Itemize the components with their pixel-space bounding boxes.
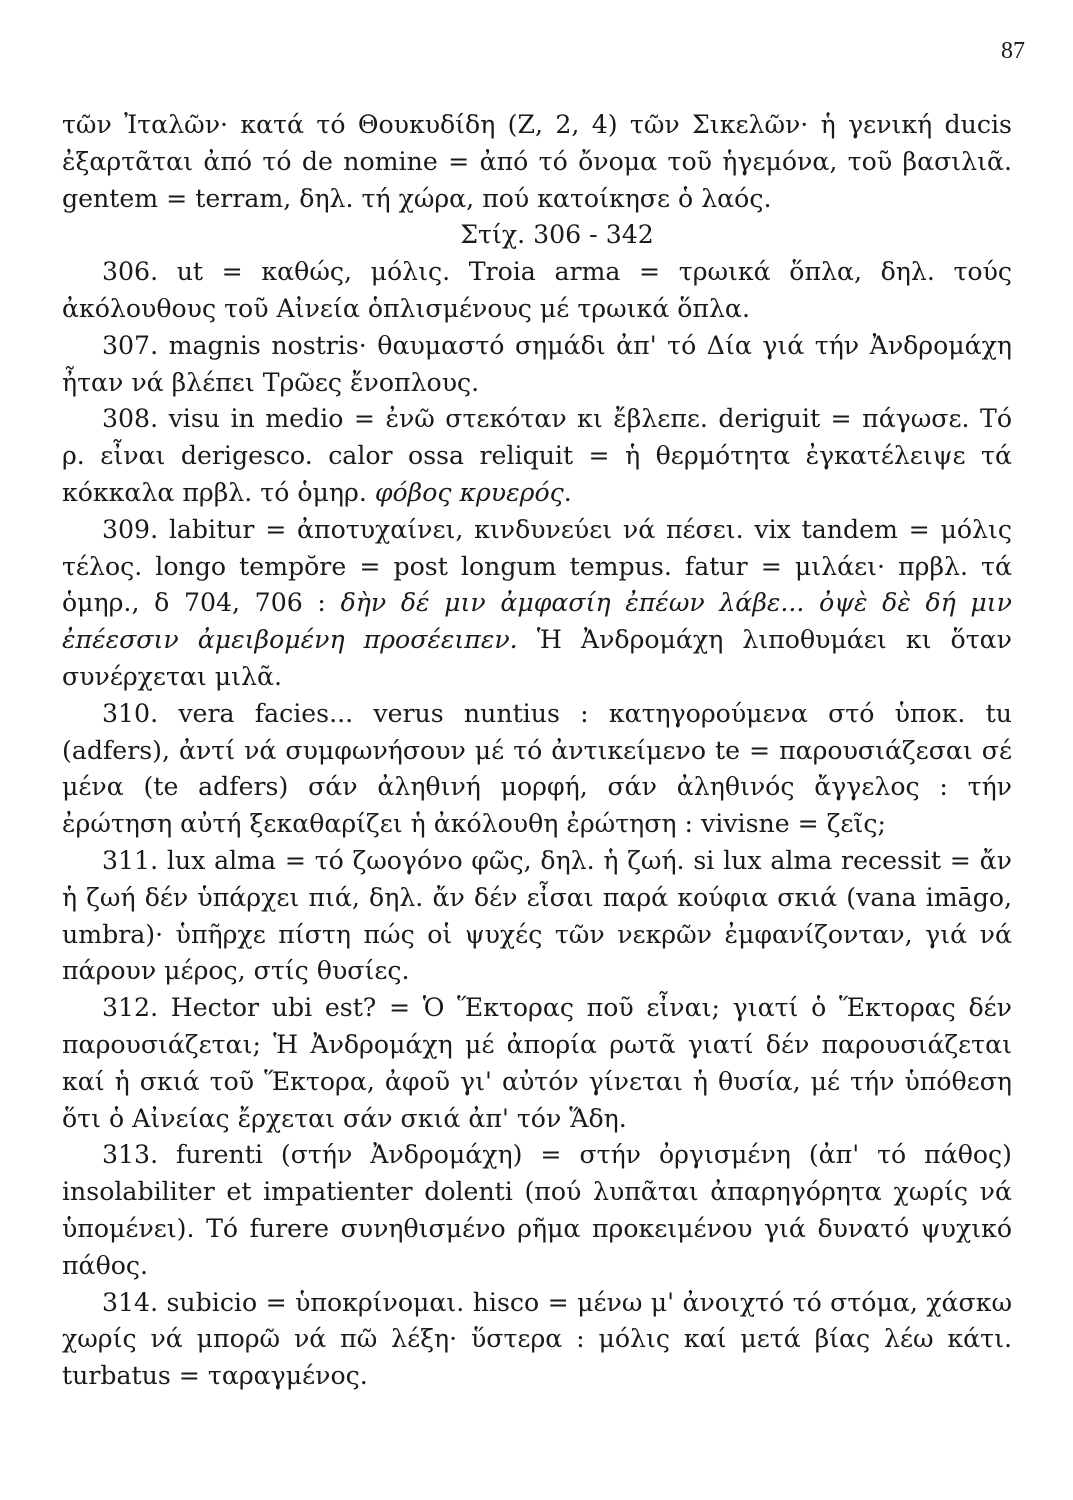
note-313: 313. furenti (στήν Ἀνδρομάχη) = στήν ὀργισμένη (ἀπ' τό πάθος) insolabiliter et impatienter dolenti (πού λυπᾶται ἀπαρηγόρητα χωρίς νά ὑπομένει). Τό furere συνηθισμένο ρῆμα προκειμένου γιά δυνατό ψυχικό πάθος. <box>62 1140 1012 1280</box>
note-308 <box>62 401 1012 511</box>
section-heading: Στίχ. 306 - 342 <box>460 220 654 250</box>
note-309-text: 309. labitur = ἀποτυχαίνει, κινδυνεύει νά πέσει. vix tandem = μόλις τέλος. longo tempŏre = post longum tempus. fatur = μιλάει· πρβλ. τά ὁμηρ., δ 704, 706 : <box>62 514 1012 618</box>
note-308-quote: φόβος κρυερός <box>374 477 564 507</box>
note-307: 307. magnis nostris· θαυμαστό σημάδι ἀπ' τό Δία γιά τήν Ἀνδρομάχη ἦταν νά βλέπει Τρῶες ἔνοπλους. <box>62 330 1012 397</box>
intro-paragraph: τῶν Ἰταλῶν· κατά τό Θουκυδίδη (Ζ, 2, 4) τῶν Σικελῶν· ἡ γενική ducis ἐξαρτᾶται ἀπό τό de nomine = ἀπό τό ὄνομα τοῦ ἡγεμόνα, τοῦ βασιλιᾶ. gentem = terram, δηλ. τή χώρα, πού κατοίκησε ὁ λαός. <box>62 110 1012 213</box>
note-309 <box>62 512 1012 696</box>
note-308-after: . <box>563 477 572 507</box>
note-306: 306. ut = καθώς, μόλις. Troia arma = τρωικά ὅπλα, δηλ. τούς ἀκόλουθους τοῦ Αἰνεία ὁπλισμένους μέ τρωικά ὅπλα. <box>62 257 1012 323</box>
note-312: 312. Hector ubi est? = Ὁ Ἕκτορας ποῦ εἶναι; γιατί ὁ Ἕκτορας δέν παρουσιάζεται; Ἡ Ἀνδρομάχη μέ ἀπορία ρωτᾶ γιατί δέν παρουσιάζεται καί ἡ σκιά τοῦ Ἕκτορα, ἀφοῦ γι' αὐτόν γίνεται ἡ θυσία, μέ τήν ὑπόθεση ὅτι ὁ Αἰνείας ἔρχεται σάν σκιά ἀπ' τόν Ἅδη. <box>62 993 1012 1133</box>
note-314: 314. subicio = ὑποκρίνομαι. hisco = μένω μ' ἀνοιχτό τό στόμα, χάσκω χωρίς νά μπορῶ νά πῶ λέξη· ὕστερα : μόλις καί μετά βίας λέω κάτι. turbatus = ταραγμένος. <box>62 1287 1012 1391</box>
note-309-after: Ἡ Ἀνδρομάχη λιποθυμάει κι ὅταν συνέρχεται μιλᾶ. <box>62 625 1012 691</box>
note-309-quote: δὴν δέ μιν ἀμφασίη ἐπέων λάβε... ὀψὲ δὲ δή μιν ἐπέεσσιν ἀμειβομένη προσέειπεν. <box>62 588 1012 655</box>
page-body <box>62 107 1012 1395</box>
note-310: 310. vera facies... verus nuntius : κατηγορούμενα στό ὑποκ. tu (adfers), ἀντί νά συμφωνήσουν μέ τό ἀντικείμενο te = παρουσιάζεσαι σέ μένα (te adfers) σάν ἀληθινή μορφή, σάν ἀληθινός ἄγγελος : τήν ἐρώτηση αὐτή ξεκαθαρίζει ἡ ἀκόλουθη ἐρώτηση : vivisne = ζεῖς; <box>62 698 1012 839</box>
page-number: 87 <box>1001 38 1025 64</box>
note-308-text: 308. visu in medio = ἐνῶ στεκόταν κι ἔβλεπε. deriguit = πάγωσε. Τό ρ. εἶναι derigesco. calor ossa reliquit = ἡ θερμότητα ἐγκατέλειψε τά κόκκαλα πρβλ. τό ὁμηρ. <box>62 404 1012 507</box>
note-311: 311. lux alma = τό ζωογόνο φῶς, δηλ. ἡ ζωή. si lux alma recessit = ἄν ἡ ζωή δέν ὑπάρχει πιά, δηλ. ἄν δέν εἶσαι παρά κούφια σκιά (vana imāgo, umbra)· ὑπῆρχε πίστη πώς οἱ ψυχές τῶν νεκρῶν ἐμφανίζονταν, γιά νά πάρουν μέρος, στίς θυσίες. <box>62 845 1012 986</box>
